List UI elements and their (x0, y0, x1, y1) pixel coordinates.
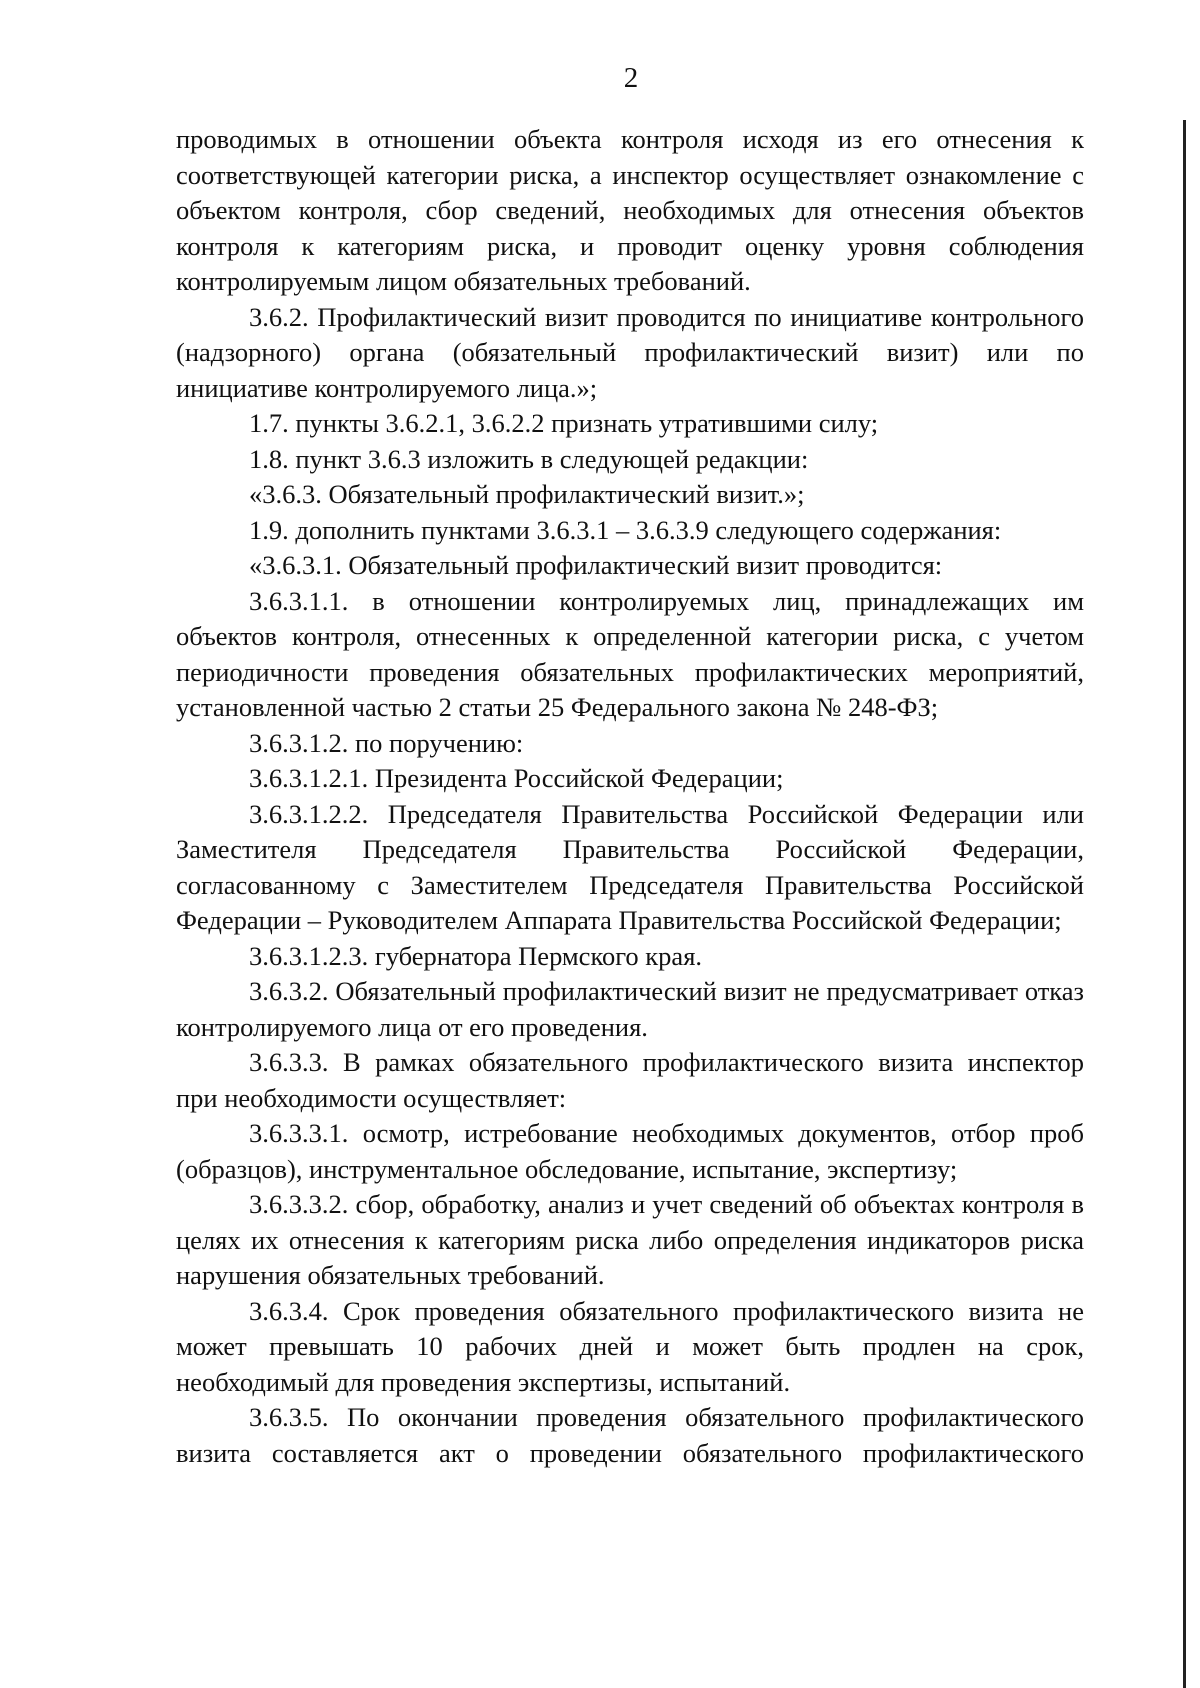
paragraph-3-6-3-3-1: 3.6.3.3.1. осмотр, истребование необходимых документов, отбор проб (образцов), инструментальное обследование, испытание, экспертизу; (176, 1118, 1084, 1184)
page-number: 2 (623, 62, 639, 94)
paragraph-1-7: 1.7. пункты 3.6.2.1, 3.6.2.2 признать утратившими силу; (249, 408, 879, 438)
paragraph-3-6-3-1: «3.6.3.1. Обязательный профилактический визит проводится: (249, 550, 943, 580)
paragraph-3-6-3-3-2: 3.6.3.3.2. сбор, обработку, анализ и учет сведений об объектах контроля в целях их отнесения к категориям риска либо определения индикаторов риска нарушения обязательных требований. (176, 1189, 1084, 1290)
paragraph-3-6-3-2: 3.6.3.2. Обязательный профилактический визит не предусматривает отказ контролируемого лица от его проведения. (176, 976, 1084, 1042)
paragraph-3-6-3-1-1: 3.6.3.1.1. в отношении контролируемых лиц, принадлежащих им объектов контроля, отнесенных к определенной категории риска, с учетом периодичности проведения обязательных профилактических мероприятий, установленной частью 2 статьи 25 Федерального закона № 248-ФЗ; (176, 585, 1084, 722)
paragraph-3-6-3-1-2: 3.6.3.1.2. по поручению: (249, 727, 524, 758)
paragraph-continuation: проводимых в отношении объекта контроля исходя из его отнесения к соответствующей категории риска, а инспектор осуществляет ознакомление с объектом контроля, сбор сведений, необходимых для отнесения объектов контроля к категориям риска, и проводит оценку уровня соблюдения контролируемым лицом обязательных требований. (176, 124, 1084, 296)
document-body (176, 122, 1084, 1471)
scan-edge-line (1183, 120, 1186, 1688)
paragraph-3-6-3-1-2-3: 3.6.3.1.2.3. губернатора Пермского края. (249, 940, 703, 971)
paragraph-3-6-3-3: 3.6.3.3. В рамках обязательного профилактического визита инспектор при необходимости осуществляет: (176, 1047, 1084, 1113)
paragraph-1-9: 1.9. дополнить пунктами 3.6.3.1 – 3.6.3.9 следующего содержания: (249, 514, 1002, 545)
paragraph-1-8: 1.8. пункт 3.6.3 изложить в следующей редакции: (249, 443, 809, 474)
paragraph-3-6-3-1-2-2: 3.6.3.1.2.2. Председателя Правительства Российской Федерации или Заместителя Председателя Правительства Российской Федерации, согласованному с Заместителем Председателя Правительства Российской Федерации – Руководителем Аппарата Правительства Российской Федерации; (176, 798, 1084, 935)
paragraph-3-6-3-5: 3.6.3.5. По окончании проведения обязательного профилактического визита составляется акт о проведении обязательного профилактического (176, 1402, 1084, 1468)
paragraph-3-6-3-4: 3.6.3.4. Срок проведения обязательного профилактического визита не может превышать 10 рабочих дней и может быть продлен на срок, необходимый для проведения экспертизы, испытаний. (176, 1295, 1084, 1397)
paragraph-3-6-2: 3.6.2. Профилактический визит проводится по инициативе контрольного (надзорного) органа (обязательный профилактический визит) или по инициативе контролируемого лица.»; (176, 301, 1084, 403)
paragraph-3-6-3-1-2-1: 3.6.3.1.2.1. Президента Российской Федерации; (249, 763, 784, 793)
paragraph-3-6-3: «3.6.3. Обязательный профилактический визит.»; (249, 479, 805, 509)
